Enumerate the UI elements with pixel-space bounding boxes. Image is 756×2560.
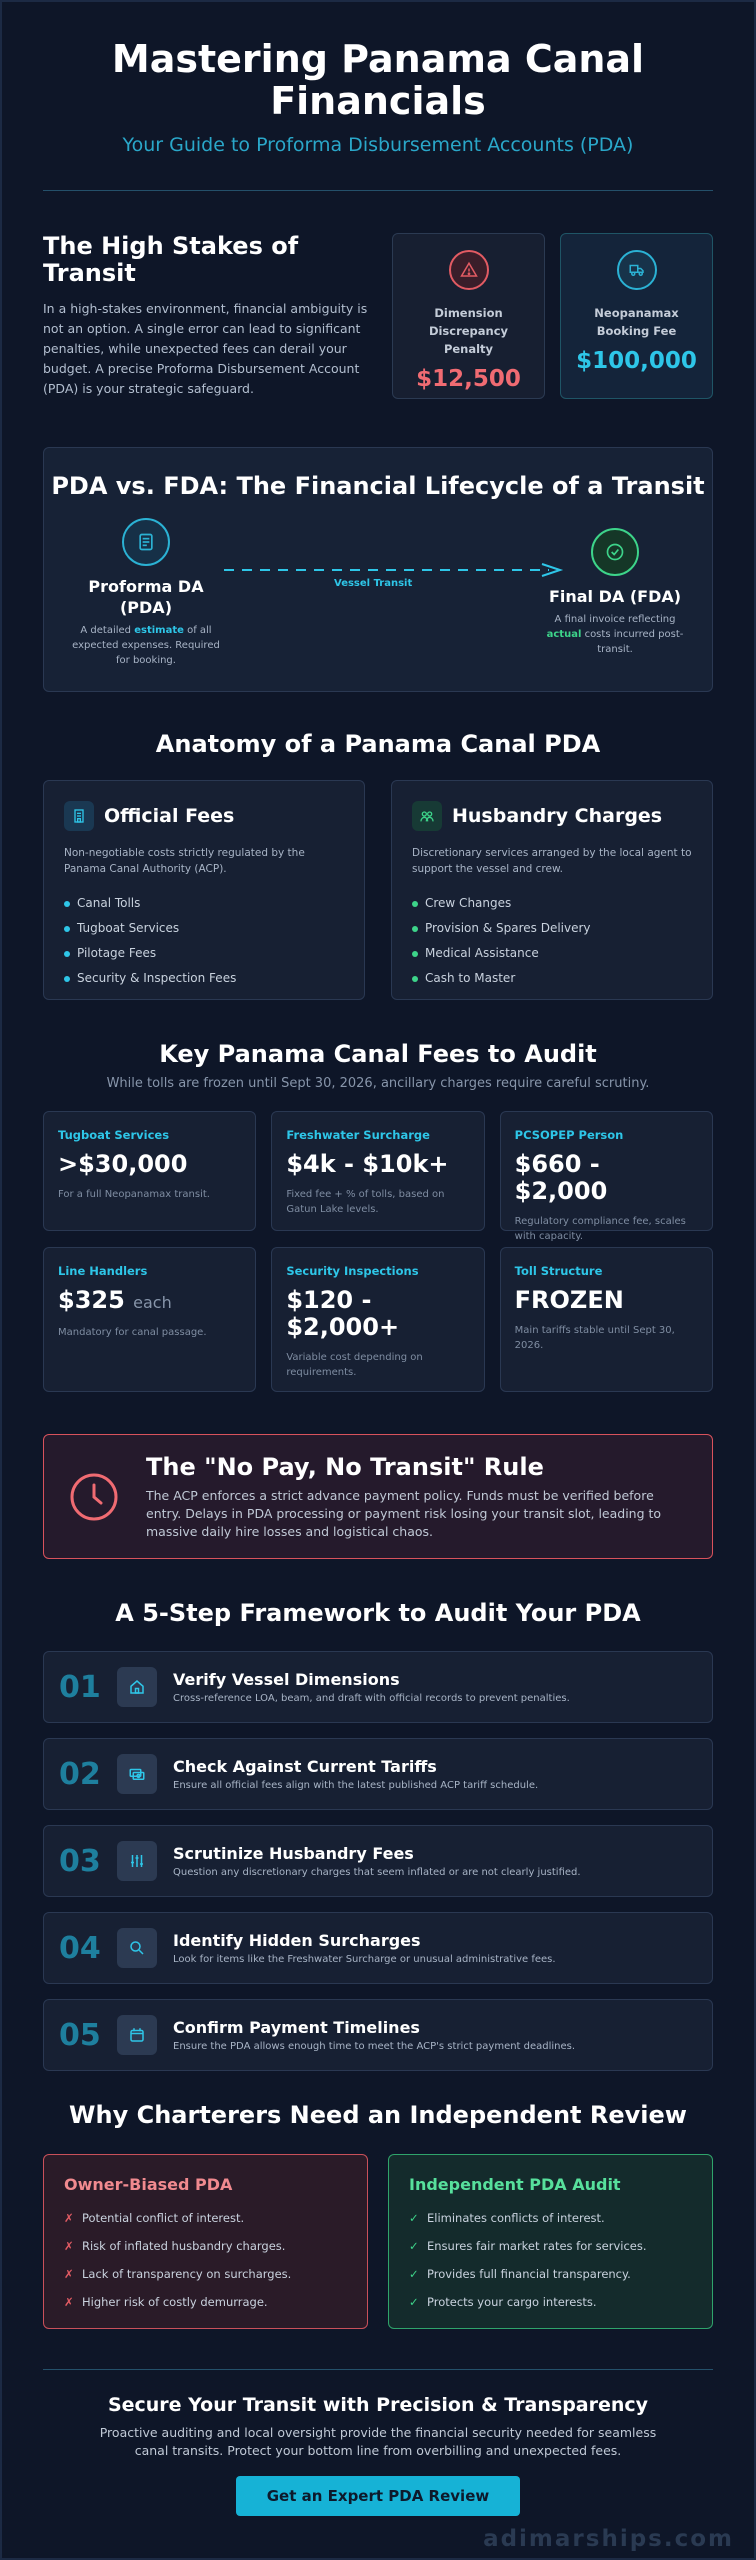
step-title: Check Against Current Tariffs [173,1757,437,1776]
husbandry-charges-list [412,891,692,991]
cta-title: Secure Your Transit with Precision & Transparency [107,2394,649,2416]
step-item [43,1999,713,2071]
check-icon: ✓ [409,2239,419,2253]
pda-desc: A detailed estimate of all expected expenses. Required for booking. [72,625,220,666]
fee-desc: Variable cost depending on requirements. [286,1352,423,1378]
stat-label: Neopanamax Booking Fee [594,306,679,338]
fee-grid [43,1111,713,1392]
tow-truck-icon [617,250,657,290]
step-number: 04 [59,1930,101,1966]
official-fees-card [43,780,365,1000]
cta-body: Proactive auditing and local oversight provide the financial security needed for seamless canal transits. Protect your bottom line from overbilling and unexpected fees. [99,2425,657,2458]
no-pay-title: The "No Pay, No Transit" Rule [146,1452,544,1481]
stat-value: $12,500 [416,366,521,392]
fda-desc: A final invoice reflecting actual costs incurred post-transit. [546,614,684,655]
fda-node [540,528,690,657]
fee-card [43,1111,256,1231]
fee-desc: For a full Neopanamax transit. [58,1189,210,1200]
document-icon [122,518,170,566]
fee-value: >$30,000 [58,1150,188,1178]
step-number: 01 [59,1669,101,1705]
list-item: Canal Tolls [64,891,344,916]
fee-desc: Main tariffs stable until Sept 30, 2026. [514,1325,675,1351]
warning-icon [449,250,489,290]
expert-review-button[interactable]: Get an Expert PDA Review [236,2476,520,2516]
sliders-icon [117,1841,157,1881]
pda-node [66,518,226,668]
fee-card [271,1247,484,1392]
anatomy-section [43,780,713,1000]
steps-title: A 5-Step Framework to Audit Your PDA [115,1599,641,1627]
fee-label: Tugboat Services [58,1128,170,1142]
owner-biased-card [43,2154,368,2329]
why-title: Why Charterers Need an Independent Review [69,2101,687,2129]
owner-biased-title: Owner-Biased PDA [64,2175,233,2194]
step-title: Confirm Payment Timelines [173,2018,420,2037]
no-pay-body: The ACP enforces a strict advance payment policy. Funds must be verified before entry. Delays in PDA processing or payment risk losing your transit slot, leading to massive daily hire losses and logistical chaos. [146,1487,662,1539]
cta-section [43,2370,713,2516]
fees-title: Key Panama Canal Fees to Audit [159,1040,597,1068]
official-fees-desc: Non-negotiable costs strictly regulated by the Panama Canal Authority (ACP). [64,847,305,875]
step-number: 02 [59,1756,101,1792]
fee-value: FROZEN [514,1286,624,1314]
independent-audit-title: Independent PDA Audit [409,2175,621,2194]
official-fees-title: Official Fees [104,805,235,827]
husbandry-charges-desc: Discretionary services arranged by the local agent to support the vessel and crew. [412,847,692,875]
independent-audit-card [388,2154,713,2329]
step-desc: Cross-reference LOA, beam, and draft with official records to prevent penalties. [173,1693,570,1704]
stat-value: $100,000 [576,348,697,374]
why-section [43,2154,713,2329]
lifecycle-title: PDA vs. FDA: The Financial Lifecycle of a Transit [51,472,705,500]
list-item: ✗ Lack of transparency on surcharges. [64,2260,347,2288]
stat-card-booking [560,233,713,399]
step-desc: Look for items like the Freshwater Surcharge or unusual administrative fees. [173,1954,556,1965]
calendar-icon [117,2015,157,2055]
fee-card [43,1247,256,1392]
home-icon [117,1667,157,1707]
fee-label: Security Inspections [286,1264,419,1278]
step-item [43,1738,713,1810]
transit-arrow [224,560,576,580]
building-icon [64,801,94,831]
fee-label: Toll Structure [514,1264,603,1278]
list-item: Medical Assistance [412,941,692,966]
list-item: Tugboat Services [64,916,344,941]
list-item: Crew Changes [412,891,692,916]
fee-desc: Mandatory for canal passage. [58,1327,207,1338]
step-title: Identify Hidden Surcharges [173,1931,421,1950]
search-icon [117,1928,157,1968]
step-title: Scrutinize Husbandry Fees [173,1844,414,1863]
stakes-body: In a high-stakes environment, financial ambiguity is not an option. A single error can lead to significant penalties, while unexpected fees can derail your budget. A precise Proforma Disbursement Account (PDA) is your strategic safeguard. [43,301,368,396]
stakes-section [43,233,713,399]
divider [43,190,713,191]
check-icon: ✓ [409,2267,419,2281]
hero [43,0,713,156]
page-subtitle: Your Guide to Proforma Disbursement Accounts (PDA) [122,134,634,156]
fee-value: $325 each [58,1286,172,1314]
money-icon [117,1754,157,1794]
list-item: ✗ Potential conflict of interest. [64,2204,347,2232]
step-item [43,1825,713,1897]
check-circle-icon [591,528,639,576]
cross-icon: ✗ [64,2267,74,2281]
list-item: ✗ Risk of inflated husbandry charges. [64,2232,347,2260]
cross-icon: ✗ [64,2239,74,2253]
fee-label: PCSOPEP Person [514,1128,624,1142]
list-item: Pilotage Fees [64,941,344,966]
fee-label: Freshwater Surcharge [286,1128,430,1142]
list-item: Provision & Spares Delivery [412,916,692,941]
fda-title: Final DA (FDA) [548,587,682,606]
page-title: Mastering Panama Canal Financials [111,37,645,123]
stakes-title: The High Stakes of Transit [43,232,299,287]
step-number: 05 [59,2017,101,2053]
step-title: Verify Vessel Dimensions [173,1670,400,1689]
cross-icon: ✗ [64,2295,74,2309]
official-fees-list [64,891,344,991]
stat-label: Dimension Discrepancy Penalty [428,306,509,356]
step-item [43,1912,713,1984]
step-number: 03 [59,1843,101,1879]
fee-value: $660 - $2,000 [514,1150,608,1205]
brand-watermark: adimarships.com [483,2526,734,2552]
list-item: ✓ Provides full financial transparency. [409,2260,692,2288]
lifecycle-panel [43,447,713,692]
no-pay-alert [43,1434,713,1559]
fee-label: Line Handlers [58,1264,148,1278]
pda-title: Proforma DA (PDA) [88,577,204,617]
steps-list [43,1651,713,2071]
fee-desc: Regulatory compliance fee, scales with capacity. [514,1216,686,1242]
step-desc: Question any discretionary charges that seem inflated or are not clearly justified. [173,1867,581,1878]
fee-card [500,1111,713,1242]
fee-card [271,1111,484,1231]
fee-card [500,1247,713,1392]
fee-value: $4k - $10k+ [286,1150,449,1178]
step-desc: Ensure the PDA allows enough time to meet the ACP's strict payment deadlines. [173,2041,576,2052]
husbandry-charges-card [391,780,713,1000]
anatomy-title: Anatomy of a Panama Canal PDA [155,730,601,758]
check-icon: ✓ [409,2295,419,2309]
list-item: ✓ Ensures fair market rates for services. [409,2232,692,2260]
list-item: ✓ Eliminates conflicts of interest. [409,2204,692,2232]
list-item: Security & Inspection Fees [64,966,344,991]
list-item: ✗ Higher risk of costly demurrage. [64,2288,347,2316]
step-item [43,1651,713,1723]
check-icon: ✓ [409,2211,419,2225]
step-desc: Ensure all official fees align with the latest published ACP tariff schedule. [173,1780,539,1791]
clock-icon [68,1471,120,1523]
stat-card-penalty [392,233,545,399]
fee-desc: Fixed fee + % of tolls, based on Gatun Lake levels. [286,1189,445,1215]
list-item: ✓ Protects your cargo interests. [409,2288,692,2316]
arrow-label: Vessel Transit [334,578,413,589]
fee-value: $120 - $2,000+ [286,1286,400,1341]
fees-subtitle: While tolls are frozen until Sept 30, 2026, ancillary charges require careful scrutiny. [106,1076,650,1091]
husbandry-charges-title: Husbandry Charges [452,805,663,827]
list-item: Cash to Master [412,966,692,991]
cross-icon: ✗ [64,2211,74,2225]
crew-icon [412,801,442,831]
